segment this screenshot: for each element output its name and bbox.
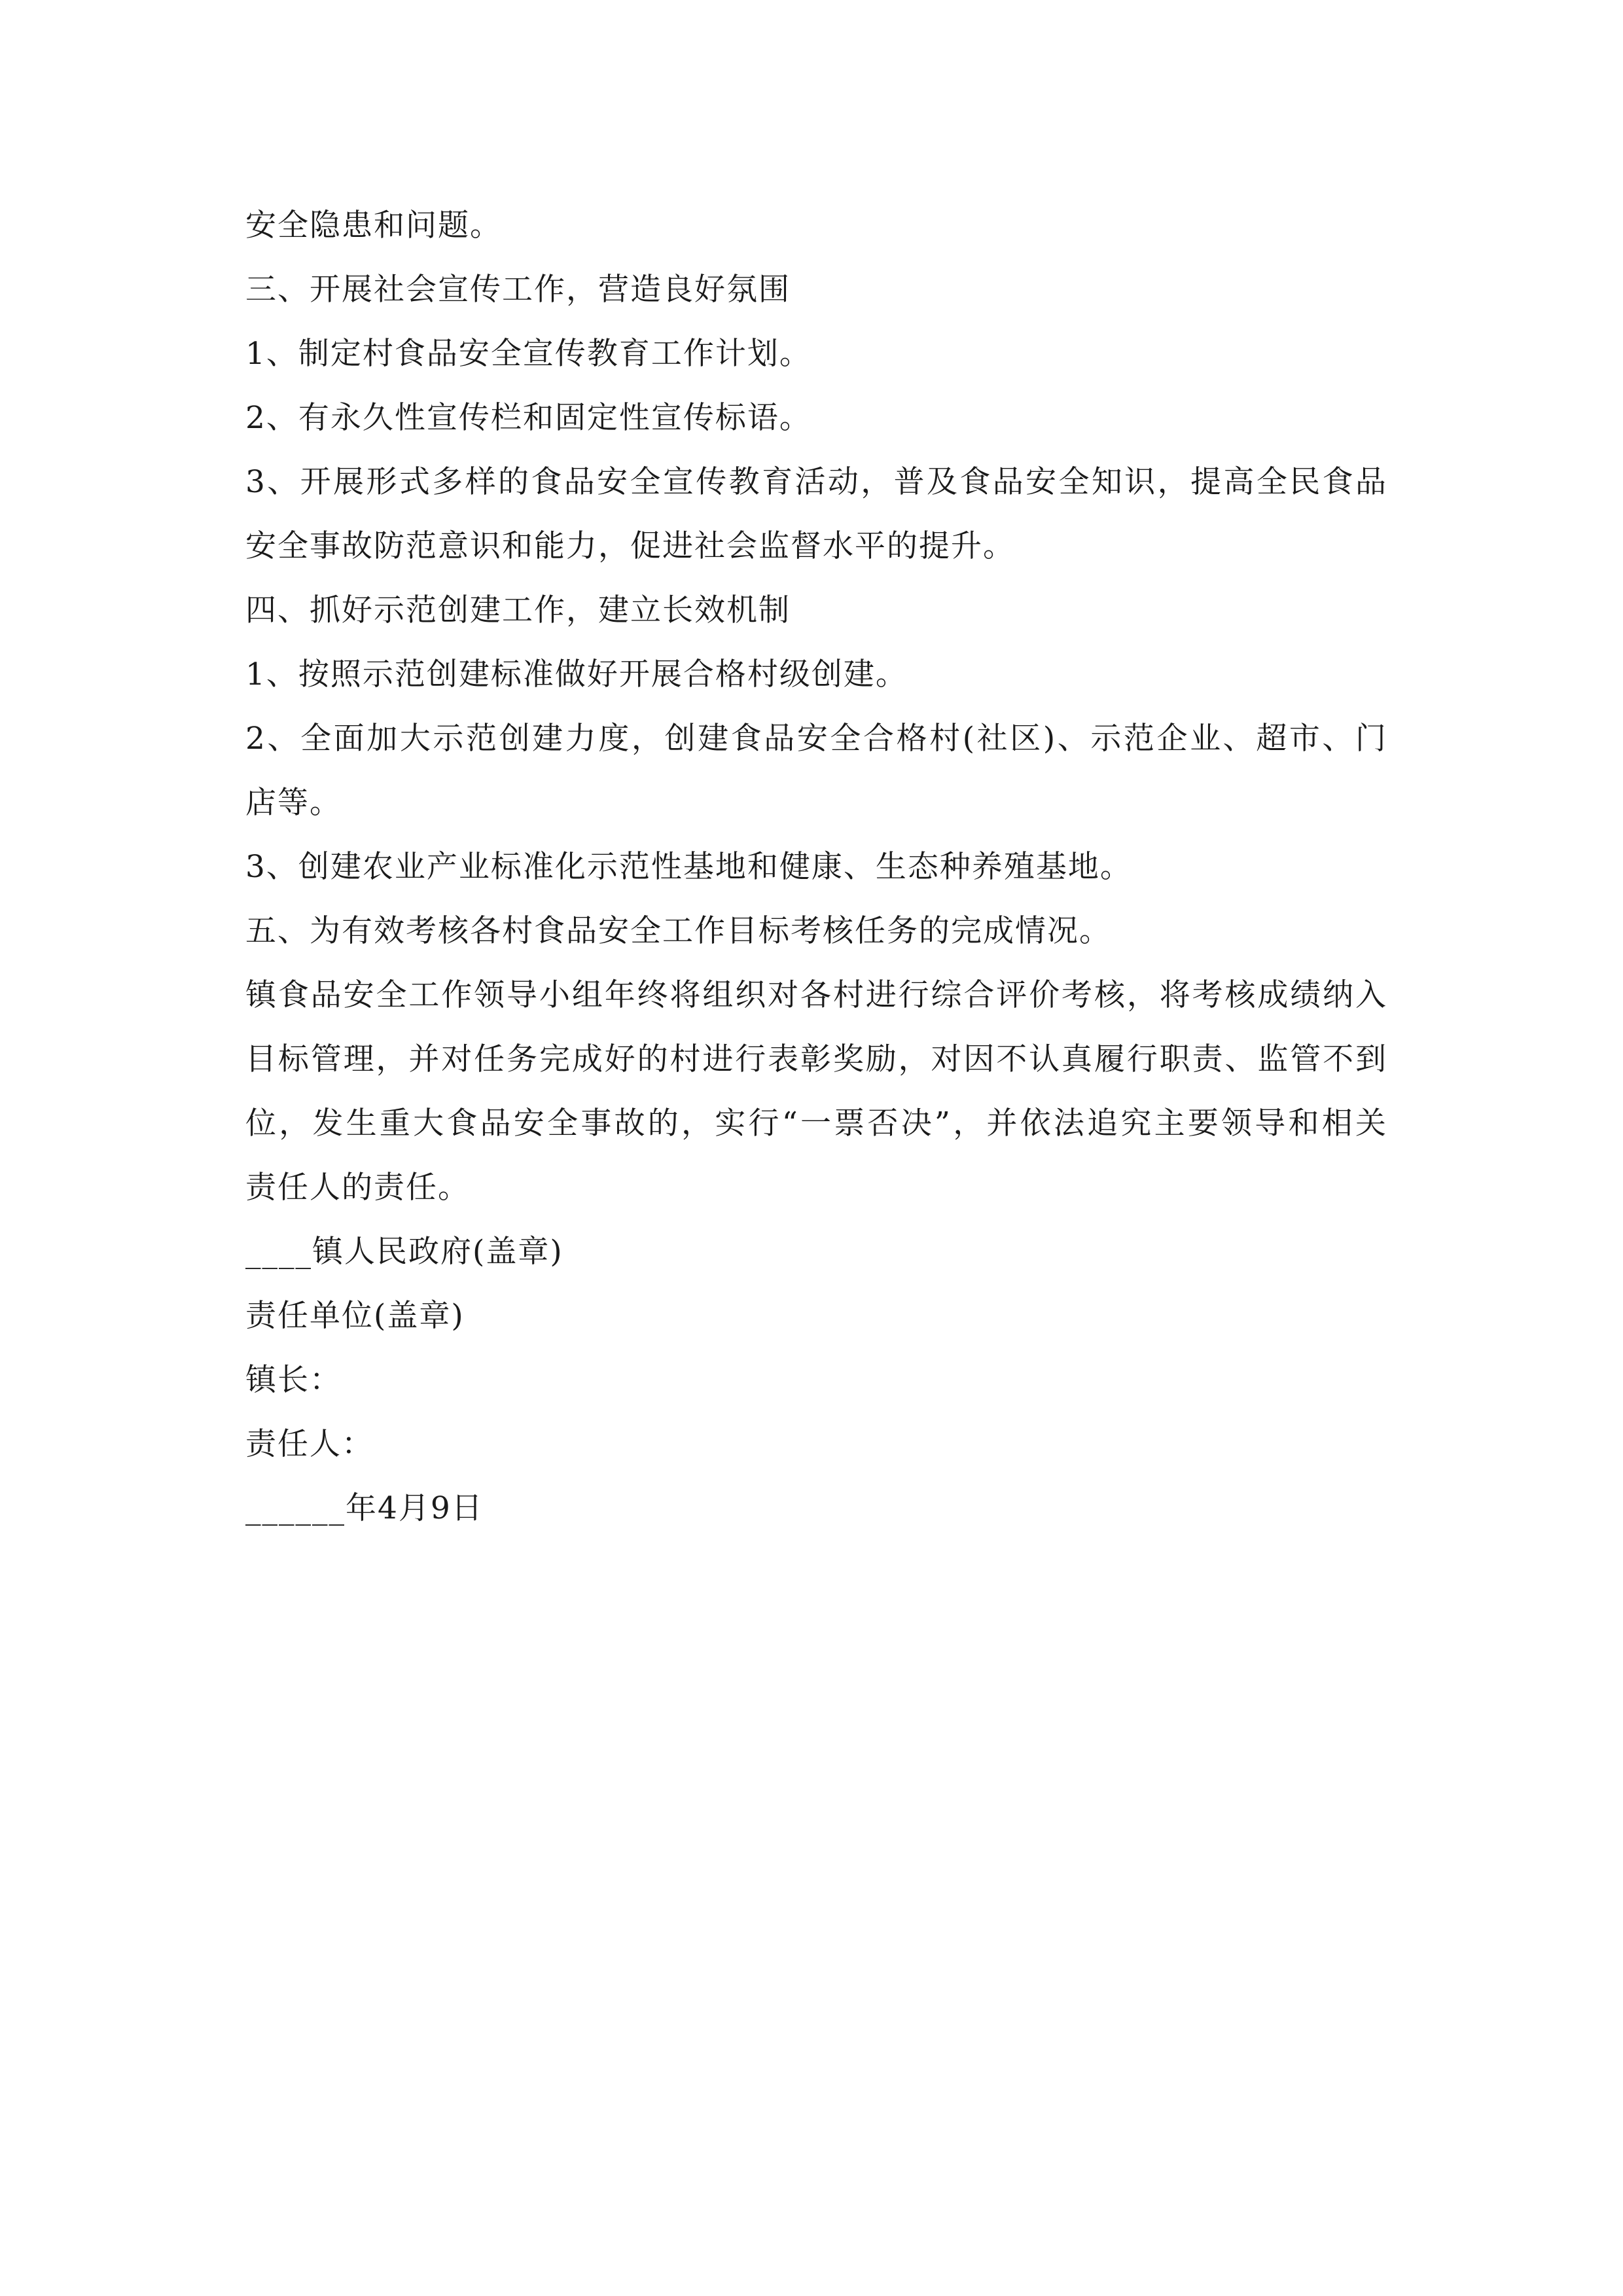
section-heading-4: 四、抓好示范创建工作，建立长效机制 bbox=[245, 592, 791, 628]
section-heading-5: 五、为有效考核各村食品安全工作目标考核任务的完成情况。 bbox=[245, 913, 1111, 949]
text-line-1: 安全隐患和问题。 bbox=[245, 207, 502, 243]
text-line-15: 位，发生重大食品安全事故的，实行“一票否决”，并依法追究主要领导和相关 bbox=[245, 1105, 1387, 1141]
text-line-9: 2、全面加大示范创建力度，创建食品安全合格村(社区)、示范企业、超市、门 bbox=[245, 721, 1387, 757]
signature-town-head: 镇长： bbox=[245, 1362, 342, 1398]
text-line-13: 镇食品安全工作领导小组年终将组织对各村进行综合评价考核，将考核成绩纳入 bbox=[245, 977, 1387, 1013]
document-body bbox=[245, 194, 1387, 1541]
text-line-14: 目标管理，并对任务完成好的村进行表彰奖励，对因不认真履行职责、监管不到 bbox=[245, 1041, 1387, 1077]
signature-responsible-person: 责任人： bbox=[245, 1426, 374, 1462]
text-line-10: 店等。 bbox=[245, 785, 342, 821]
text-line-6: 安全事故防范意识和能力，促进社会监督水平的提升。 bbox=[245, 528, 1015, 564]
section-heading-3: 三、开展社会宣传工作，营造良好氛围 bbox=[245, 272, 791, 308]
text-line-11: 3、创建农业产业标准化示范性基地和健康、生态种养殖基地。 bbox=[245, 849, 1132, 885]
text-line-3: 1、制定村食品安全宣传教育工作计划。 bbox=[245, 336, 812, 372]
text-line-16: 责任人的责任。 bbox=[245, 1170, 470, 1206]
signature-date: ______年4月9日 bbox=[245, 1490, 484, 1526]
signature-responsible-unit: 责任单位(盖章) bbox=[245, 1298, 465, 1334]
text-line-5: 3、开展形式多样的食品安全宣传教育活动，普及食品安全知识，提高全民食品 bbox=[245, 464, 1387, 500]
text-line-4: 2、有永久性宣传栏和固定性宣传标语。 bbox=[245, 400, 812, 436]
text-line-8: 1、按照示范创建标准做好开展合格村级创建。 bbox=[245, 656, 908, 692]
signature-town-government: ____镇人民政府(盖章) bbox=[245, 1234, 563, 1270]
